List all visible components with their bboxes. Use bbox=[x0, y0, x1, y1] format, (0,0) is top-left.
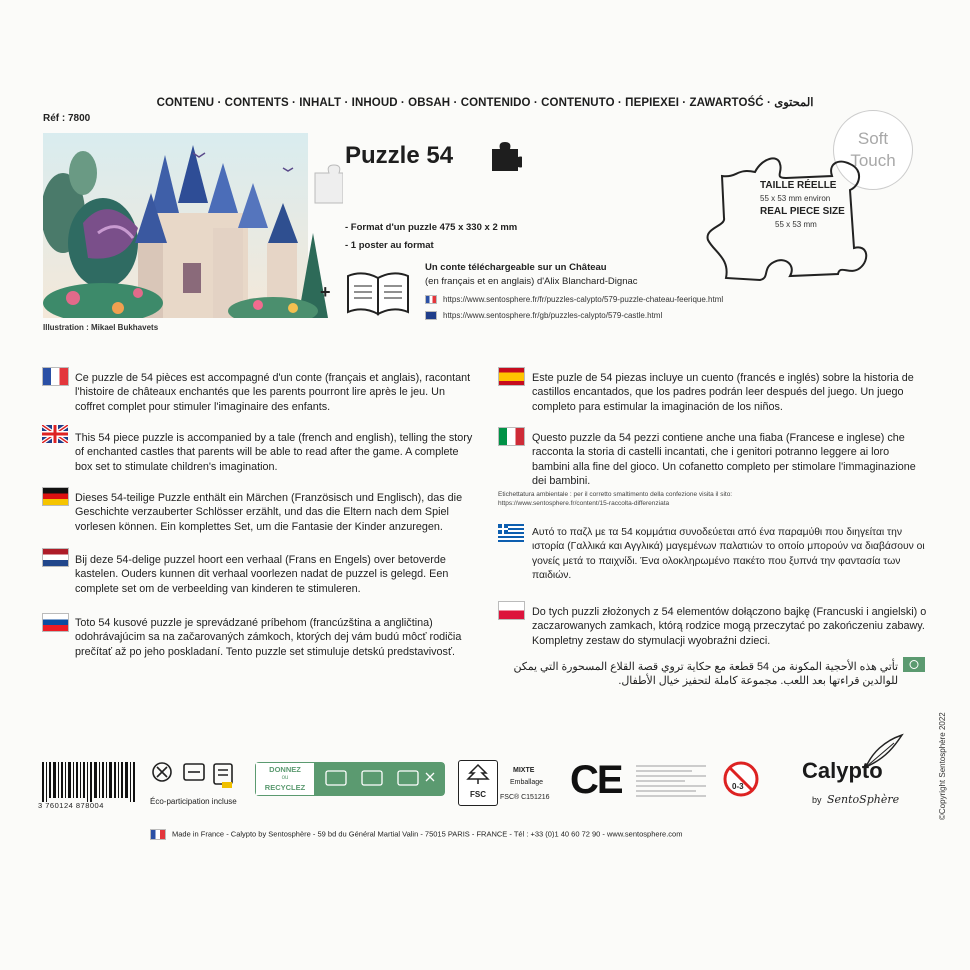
fsc-code: FSC® C151216 bbox=[500, 794, 550, 801]
donnez-label: DONNEZ bbox=[269, 765, 301, 774]
piece-size-fr-title: TAILLE RÉELLE bbox=[760, 180, 837, 191]
description-es: Este puzle de 54 piezas incluye un cuento (francés e inglés) sobre la historia de castillos encantados, que los padres podrán leer después del juego. Un juego completo para estimular la imaginación de los niños. bbox=[532, 372, 914, 413]
uk-flag-icon bbox=[42, 425, 68, 443]
description-pl: Do tych puzzli złożonych z 54 elementów dołączono bajkę (Francuski i angielski) o zaczarowanych zamkach, którą rodzice mogą przeczytać po zakończeniu zabawy. Kompletny zestaw do stymulacji wyobraźni dzieci. bbox=[532, 606, 927, 647]
product-title: Puzzle 54 bbox=[345, 142, 454, 169]
soft-touch-line-1: Soft bbox=[857, 129, 889, 148]
dutch-flag-icon bbox=[42, 548, 69, 567]
contents-multilingual-title: CONTENU · CONTENTS · INHALT · INHOUD · OBSAH · CONTENIDO · CONTENUTO · ΠΕΡΙΕΧΕΙ · ZAWARTOŚĆ · المحتوى bbox=[156, 97, 814, 109]
description-sk: Toto 54 kusové puzzle je sprevádzané príbehom (francúzština a angličtina) odohrávajúcim sa na začarovaných zámkoch, ktorých dej vám budú môcť rodičia prečítať až po jeho poskladaní. Tento puzzle set stimuluje detskú predstavivosť. bbox=[75, 617, 462, 658]
ou-label: ou bbox=[281, 775, 289, 781]
description-de: Dieses 54-teilige Puzzle enthält ein Märchen (Französisch und Englisch), das die Geschichte verzauberter Schlösser erzählt, und das die Eltern nach dem Spiel vorlesen können. Ein komplettes Set, um die Fantasie der Kinder anzuregen. bbox=[75, 492, 463, 533]
description-nl: Bij deze 54-delige puzzel hoort een verhaal (Frans en Engels) over betoverde kastelen. Ouders kunnen dit verhaal voorlezen nadat de puzzel is gelegd. Een complete set om de verbeelding van kinderen te stimuleren. bbox=[75, 554, 449, 595]
fsc-mixte: MIXTE bbox=[513, 767, 535, 774]
recyclez-label: RECYCLEZ bbox=[264, 783, 306, 792]
italian-flag-icon bbox=[498, 427, 525, 446]
url-fr[interactable]: https://www.sentosphere.fr/fr/puzzles-calypto/579-puzzle-chateau-feerique.html bbox=[443, 295, 724, 304]
url-fr-row bbox=[425, 295, 723, 304]
piece-size-en-value: 55 x 53 mm bbox=[775, 220, 817, 229]
german-flag-icon bbox=[42, 487, 69, 506]
it-environment-note: Etichettatura ambientale : per il corretto smaltimento della confezione visita il sito: bbox=[498, 491, 733, 498]
safety-warning-block bbox=[636, 762, 706, 808]
spec-poster: - 1 poster au format bbox=[345, 240, 434, 251]
no-children-icon bbox=[722, 760, 760, 798]
age-warning-badge bbox=[722, 760, 760, 798]
copyright-text: ©Copyright Sentosphère 2022 bbox=[938, 712, 947, 820]
slovak-flag-icon bbox=[42, 613, 69, 632]
soft-touch-line-2: Touch bbox=[850, 151, 896, 170]
reference-number: Réf : 7800 bbox=[43, 113, 91, 124]
piece-size-en-title: REAL PIECE SIZE bbox=[760, 206, 845, 217]
fsc-tree-icon bbox=[466, 763, 490, 785]
reuse-icons bbox=[314, 763, 444, 795]
spec-format: - Format d'un puzzle 475 x 330 x 2 mm bbox=[345, 222, 518, 233]
made-in-france-row bbox=[150, 829, 682, 840]
tale-line-1: Un conte téléchargeable sur un Château bbox=[425, 262, 607, 273]
donnez-recyclez-badge bbox=[255, 762, 445, 796]
fsc-emballage: Emballage bbox=[510, 779, 544, 786]
plus-sign: + bbox=[320, 282, 331, 302]
gb-mini-flag-icon bbox=[425, 311, 437, 320]
url-gb-row bbox=[425, 311, 662, 320]
brand-logo: Calypto bbox=[802, 758, 883, 783]
donnez-label-block bbox=[256, 763, 314, 795]
description-it: Questo puzzle da 54 pezzi contiene anche una fiaba (Francese e inglese) che racconta la storia di castelli incantati, che i genitori potranno leggere ai loro bambini alla fine del gioco. Un cofanetto completo per stimolare l'immaginazione dei bambini. bbox=[532, 432, 916, 488]
castle-illustration bbox=[43, 133, 343, 318]
fsc-label: FSC bbox=[470, 790, 486, 799]
tale-line-2: (en français et en anglais) d'Alix Blanchard-Dignac bbox=[425, 276, 638, 287]
recycling-symbols-icon bbox=[150, 760, 245, 794]
description-en: This 54 piece puzzle is accompanied by a tale (french and english), telling the story of enchanted castles that parents will be able to read after the game. A complete box set to stimulate children's imagination. bbox=[75, 432, 473, 473]
france-footer-flag-icon bbox=[150, 829, 166, 840]
arabic-flag-icon bbox=[903, 657, 925, 672]
french-flag-icon bbox=[42, 367, 69, 386]
piece-size-fr-value: 55 x 53 mm environ bbox=[760, 194, 831, 203]
fsc-logo bbox=[458, 760, 498, 806]
made-in-france-text: Made in France - Calypto by Sentosphère - 59 bd du Général Martial Valin - 75015 PARIS - FRANCE - Tél : +33 (0)1 40 60 72 90 - www.sentosphere.com bbox=[172, 829, 683, 839]
description-fr: Ce puzzle de 54 pièces est accompagné d'un conte (français et anglais), racontant l'histoire de châteaux enchantés que les parents pourront lire après le jeu. Un coffret complet pour stimuler l'imaginaire des enfants. bbox=[75, 372, 471, 413]
it-environment-url[interactable]: https://www.sentosphere.fr/content/15-raccolta-differenziata bbox=[498, 500, 670, 507]
age-warning-label: 0-3 bbox=[732, 782, 744, 791]
eco-participation: Éco-participation incluse bbox=[150, 797, 237, 806]
illustration-credit: Illustration : Mikael Bukhavets bbox=[43, 323, 159, 332]
url-gb[interactable]: https://www.sentosphere.fr/gb/puzzles-calypto/579-castle.html bbox=[443, 311, 663, 320]
description-gr: Αυτό το παζλ με τα 54 κομμάτια συνοδεύεται από ένα παραμύθι που διηγείται την ιστορία (Γαλλικά και Αγγλικά) μαγεμένων παλατιών το οποίο μπορούν να διαβάσουν οι γονείς μετά το παιχνίδι. Ένα ολοκληρωμένο πακέτο που ξυπνά την φαντασία των παιδιών. bbox=[532, 527, 925, 582]
donnez-icons-strip bbox=[314, 763, 444, 795]
ce-mark: CE bbox=[570, 758, 622, 802]
barcode-number: 3 760124 878004 bbox=[38, 801, 104, 810]
greek-flag-icon bbox=[498, 524, 524, 542]
fr-mini-flag-icon bbox=[425, 295, 437, 304]
polish-flag-icon bbox=[498, 601, 525, 620]
puzzle-piece-icon bbox=[488, 141, 522, 171]
description-ar: تأتي هذه الأحجية المكونة من 54 قطعة مع حكاية تروي قصة القلاع المسحورة التي يمكن للوالدين قراءتها بعد اللعب. مجموعة كاملة لتحفيز خيال الأطفال. bbox=[513, 661, 898, 688]
brand-sub: SentoSphère bbox=[827, 793, 900, 806]
brand-by: by bbox=[812, 795, 822, 805]
book-icon bbox=[344, 268, 414, 318]
spanish-flag-icon bbox=[498, 367, 525, 386]
